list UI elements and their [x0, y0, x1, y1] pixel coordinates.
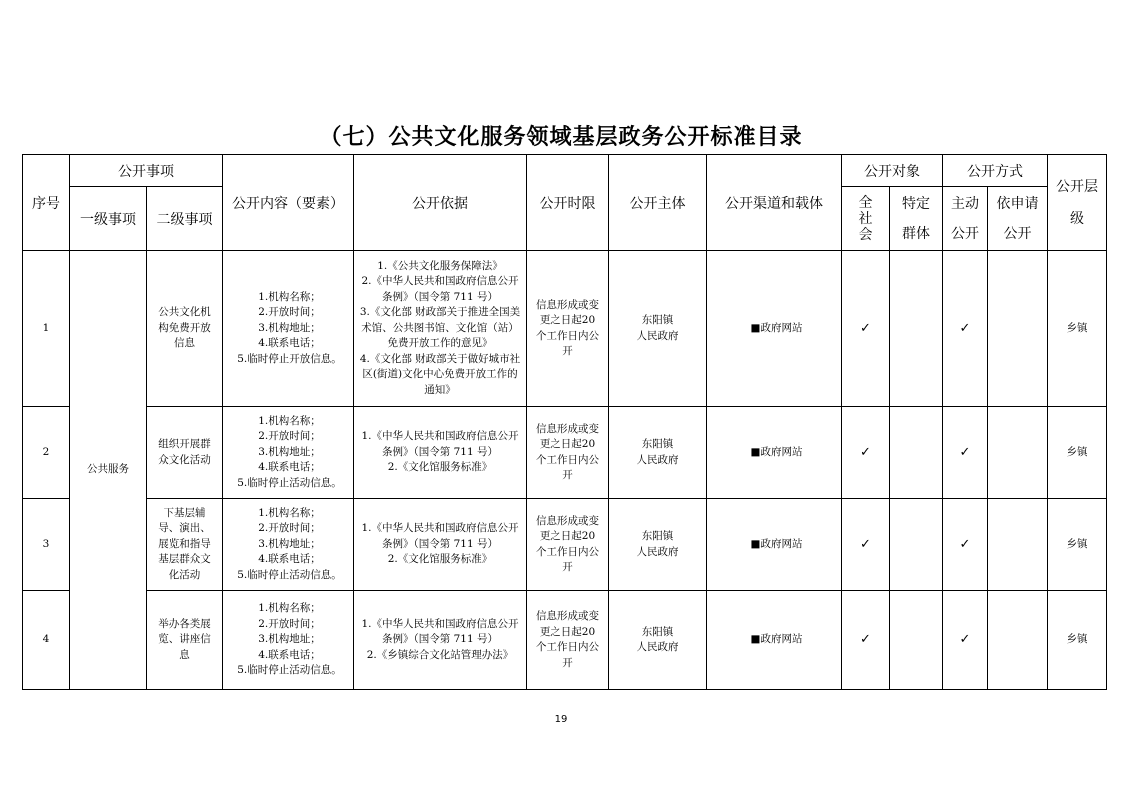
disclosure-basis: 1.《中华人民共和国政府信息公开条例》（国令第 711 号） 2.《文化馆服务标准》	[354, 407, 527, 499]
header-level1: 一级事项	[70, 187, 147, 251]
table-body	[23, 251, 1107, 690]
table-row	[23, 591, 1107, 690]
disclosure-basis: 1.《中华人民共和国政府信息公开条例》（国令第 711 号） 2.《乡镇综合文化站管理办法》	[354, 591, 527, 690]
disclosure-basis: 1.《公共文化服务保障法》 2.《中华人民共和国政府信息公开条例》（国令第 711 号） 3.《文化部 财政部关于推进全国美术馆、公共图书馆、文化馆（站）免费开放工作的意见》 4.《文化部 财政部关于做好城市社区(街道)文化中心免费开放工作的通知》	[354, 251, 527, 407]
disclosure-content: 1.机构名称； 2.开放时间； 3.机构地址； 4.联系电话； 5.临时停止开放信息。	[223, 251, 354, 407]
header-level: 公开层级	[1048, 155, 1107, 251]
target-specific-check	[890, 407, 943, 499]
page-number: 19	[554, 714, 568, 725]
header-level2: 二级事项	[147, 187, 223, 251]
level2-item: 下基层辅导、演出、展览和指导基层群众文化活动	[147, 499, 223, 591]
method-request-check	[988, 499, 1048, 591]
disclosure-deadline: 信息形成或变更之日起20个工作日内公开	[527, 251, 609, 407]
disclosure-deadline: 信息形成或变更之日起20个工作日内公开	[527, 499, 609, 591]
level2-item: 举办各类展览、讲座信息	[147, 591, 223, 690]
row-seq: 4	[23, 591, 70, 690]
header-target: 公开对象	[842, 155, 943, 187]
disclosure-level: 乡镇	[1048, 407, 1107, 499]
header-deadline: 公开时限	[527, 155, 609, 251]
row-seq: 1	[23, 251, 70, 407]
target-all-check: ✓	[842, 251, 890, 407]
disclosure-channel: ■政府网站	[707, 407, 842, 499]
row-seq: 3	[23, 499, 70, 591]
header-channel: 公开渠道和载体	[707, 155, 842, 251]
method-request-check	[988, 407, 1048, 499]
method-request-check	[988, 251, 1048, 407]
level2-item: 组织开展群众文化活动	[147, 407, 223, 499]
header-basis: 公开依据	[354, 155, 527, 251]
header-method-request: 依申请公开	[988, 187, 1048, 251]
disclosure-channel: ■政府网站	[707, 499, 842, 591]
target-specific-check	[890, 251, 943, 407]
disclosure-channel: ■政府网站	[707, 591, 842, 690]
disclosure-deadline: 信息形成或变更之日起20个工作日内公开	[527, 591, 609, 690]
disclosure-content: 1.机构名称； 2.开放时间； 3.机构地址； 4.联系电话； 5.临时停止活动信息。	[223, 407, 354, 499]
disclosure-channel: ■政府网站	[707, 251, 842, 407]
level2-item: 公共文化机构免费开放信息	[147, 251, 223, 407]
disclosure-content: 1.机构名称； 2.开放时间； 3.机构地址； 4.联系电话； 5.临时停止活动信息。	[223, 591, 354, 690]
header-subject: 公开主体	[609, 155, 707, 251]
header-method-active: 主动公开	[943, 187, 988, 251]
method-active-check: ✓	[943, 251, 988, 407]
disclosure-subject: 东阳镇 人民政府	[609, 407, 707, 499]
table-row	[23, 499, 1107, 591]
row-seq: 2	[23, 407, 70, 499]
target-specific-check	[890, 499, 943, 591]
method-request-check	[988, 591, 1048, 690]
page-title: （七）公共文化服务领域基层政务公开标准目录	[319, 125, 803, 150]
method-active-check: ✓	[943, 499, 988, 591]
header-method: 公开方式	[943, 155, 1048, 187]
table-row	[23, 407, 1107, 499]
disclosure-basis: 1.《中华人民共和国政府信息公开条例》（国令第 711 号） 2.《文化馆服务标准》	[354, 499, 527, 591]
level1-item: 公共服务	[70, 251, 147, 690]
disclosure-level: 乡镇	[1048, 251, 1107, 407]
disclosure-level: 乡镇	[1048, 499, 1107, 591]
disclosure-content: 1.机构名称； 2.开放时间； 3.机构地址； 4.联系电话； 5.临时停止活动信息。	[223, 499, 354, 591]
target-all-check: ✓	[842, 407, 890, 499]
disclosure-catalog-table	[22, 154, 1107, 690]
header-item: 公开事项	[70, 155, 223, 187]
table-row	[23, 251, 1107, 407]
header-content: 公开内容（要素）	[223, 155, 354, 251]
target-all-check: ✓	[842, 591, 890, 690]
disclosure-deadline: 信息形成或变更之日起20个工作日内公开	[527, 407, 609, 499]
header-seq: 序号	[23, 155, 70, 251]
target-specific-check	[890, 591, 943, 690]
disclosure-level: 乡镇	[1048, 591, 1107, 690]
method-active-check: ✓	[943, 591, 988, 690]
target-all-check: ✓	[842, 499, 890, 591]
disclosure-subject: 东阳镇 人民政府	[609, 499, 707, 591]
header-target-specific: 特定群体	[890, 187, 943, 251]
disclosure-subject: 东阳镇 人民政府	[609, 591, 707, 690]
disclosure-subject: 东阳镇 人民政府	[609, 251, 707, 407]
header-target-all: 全社会	[842, 187, 890, 251]
method-active-check: ✓	[943, 407, 988, 499]
